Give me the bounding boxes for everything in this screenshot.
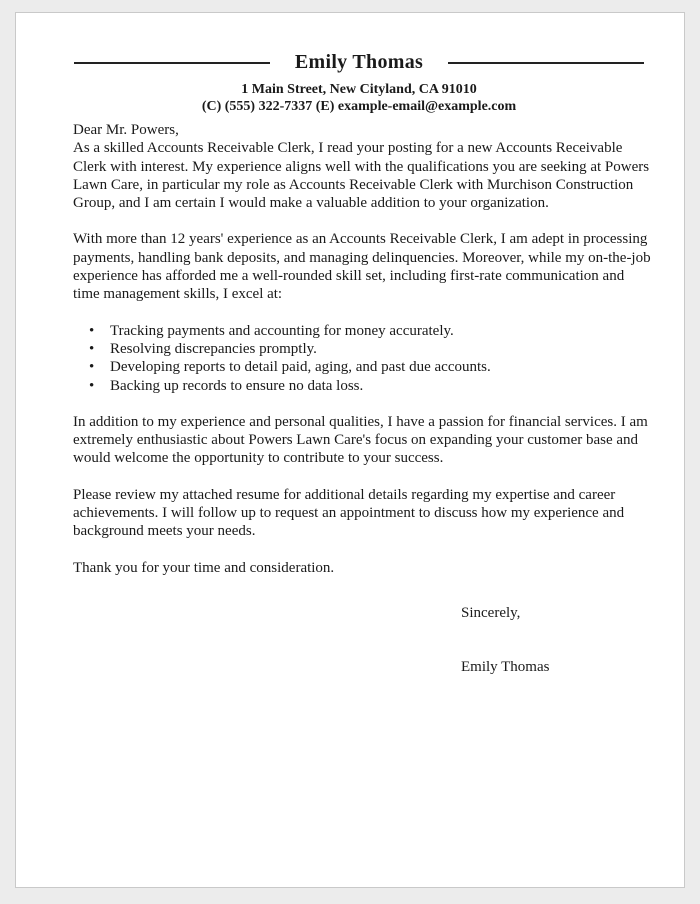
letter-page <box>15 12 685 888</box>
signature-name: Emily Thomas <box>461 659 550 675</box>
list-item-text: Resolving discrepancies promptly. <box>110 340 317 357</box>
letter-header <box>74 51 644 81</box>
skills-list <box>73 322 653 395</box>
paragraph-followup: Please review my attached resume for additional details regarding my expertise and career achievements. I will follow up to request an appointment to discuss how my experience and background meets your needs. <box>73 486 625 540</box>
list-item <box>73 340 653 358</box>
paragraph-thanks: Thank you for your time and consideration. <box>73 559 335 576</box>
paragraph-experience: With more than 12 years' experience as an Accounts Receivable Clerk, I am adept in processing payments, handling bank deposits, and managing delinquencies. Moreover, while my on-the-job experience has afforded me a well-rounded skill set, including first-rate communication and time management skills, I excel at: <box>73 231 651 303</box>
list-item-text: Developing reports to detail paid, aging, and past due accounts. <box>110 359 491 376</box>
letter-body <box>73 121 653 595</box>
bullet-icon: • <box>89 322 95 339</box>
sender-name: Emily Thomas <box>294 51 424 73</box>
paragraph-passion: In addition to my experience and personal qualities, I have a passion for financial services. I am extremely enthusiastic about Powers Lawn Care's focus on expanding your customer base and would welcome the opportunity to contribute to your success. <box>73 413 648 467</box>
list-item <box>73 377 653 395</box>
sender-address: 1 Main Street, New Cityland, CA 91010 <box>241 82 477 97</box>
closing: Sincerely, <box>461 605 521 621</box>
list-item-text: Tracking payments and accounting for money accurately. <box>110 322 454 339</box>
header-rule-right <box>448 62 644 64</box>
bullet-icon: • <box>89 340 95 357</box>
bullet-icon: • <box>89 377 95 394</box>
paragraph-intro: As a skilled Accounts Receivable Clerk, I read your posting for a new Accounts Receivable Clerk with interest. My experience aligns well with the qualifications you are seeking at Powers Lawn Care, in particular my role as Accounts Receivable Clerk with Murchison Construction Group, and I am certain I would make a valuable addition to your organization. <box>73 140 650 212</box>
salutation: Dear Mr. Powers, <box>73 122 179 138</box>
list-item <box>73 322 653 340</box>
list-item-text: Backing up records to ensure no data loss. <box>110 377 364 394</box>
list-item <box>73 358 653 376</box>
bullet-icon: • <box>89 359 95 376</box>
sender-phone-email: (C) (555) 322-7337 (E) example-email@example.com <box>201 99 517 114</box>
